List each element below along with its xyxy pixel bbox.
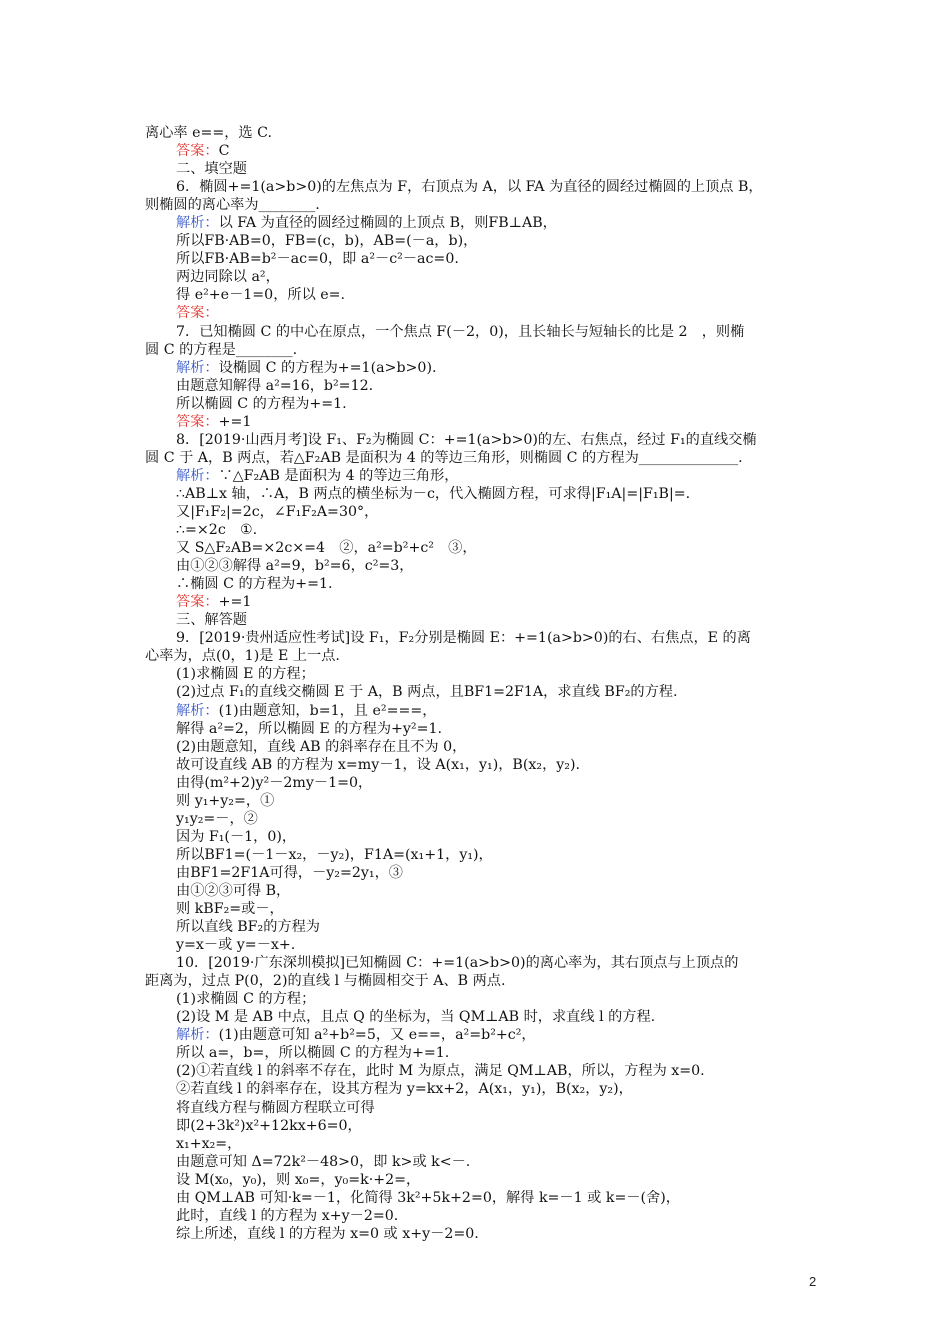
text-span: 综上所述，直线 l 的方程为 x=0 或 x+y－2=0. xyxy=(176,1225,479,1242)
analysis-label: 解析： xyxy=(176,702,219,719)
text-span: 所以直线 BF₂的方程为 xyxy=(176,919,320,936)
text-span: 6．椭圆+=1(a>b>0)的左焦点为 F，右顶点为 A，以 FA 为直径的圆经过椭圆的上顶点 B， xyxy=(176,179,763,196)
text-span: 所以BF1=(－1－x₂，－y₂)，F1A=(x₁+1，y₁)， xyxy=(176,846,493,863)
text-line xyxy=(145,629,810,647)
text-span: 由得(m²+2)y²－2my－1=0， xyxy=(176,774,373,791)
text-span: 将直线方程与椭圆方程联立可得 xyxy=(176,1099,375,1116)
text-span: 心率为，点(0，1)是 E 上一点. xyxy=(145,648,340,665)
document-body xyxy=(145,124,810,1243)
text-line xyxy=(145,1171,810,1189)
text-line xyxy=(145,1026,810,1044)
text-span: (1)求椭圆 E 的方程； xyxy=(176,666,315,683)
text-span: (1)由题意可知 a²+b²=5，又 e==，a²=b²+c²， xyxy=(218,1027,536,1044)
text-line xyxy=(145,323,810,341)
text-span: (2)由题意知，直线 AB 的斜率存在且不为 0， xyxy=(176,738,467,755)
text-span: 所以FB·AB=b²－ac=0，即 a²－c²－ac=0. xyxy=(176,251,459,268)
text-line xyxy=(145,792,810,810)
text-line xyxy=(145,557,810,575)
text-line xyxy=(145,972,810,990)
text-span: (2)过点 F₁的直线交椭圆 E 于 A，B 两点，且BF1=2F1A，求直线 BF₂的方程. xyxy=(176,684,678,701)
text-line xyxy=(145,178,810,196)
text-line xyxy=(145,647,810,665)
analysis-label: 解析： xyxy=(176,1027,219,1044)
text-span: ∵△F₂AB 是面积为 4 的等边三角形， xyxy=(218,467,459,484)
text-span: 由BF1=2F1A可得，－y₂=2y₁，③ xyxy=(176,864,403,881)
text-span: y=x－或 y=－x+. xyxy=(176,937,296,954)
text-line xyxy=(145,485,810,503)
text-span: ∴AB⊥x 轴，∴A，B 两点的横坐标为－c，代入椭圆方程，可求得|F₁A|=|F₁B|=. xyxy=(176,485,691,502)
text-line xyxy=(145,1099,810,1117)
text-line xyxy=(145,467,810,485)
text-line xyxy=(145,1189,810,1207)
text-span: (2)设 M 是 AB 中点，且点 Q 的坐标为，当 QM⊥AB 时，求直线 l 的方程. xyxy=(176,1009,656,1026)
text-line xyxy=(145,593,810,611)
text-line xyxy=(145,683,810,701)
answer-label: 答案： xyxy=(176,305,219,322)
text-line xyxy=(145,665,810,683)
text-line xyxy=(145,250,810,268)
text-span: 此时，直线 l 的方程为 x+y－2=0. xyxy=(176,1207,399,1224)
text-span: +=1 xyxy=(218,413,252,430)
text-line xyxy=(145,756,810,774)
text-span: 又 S△F₂AB=×2c×=4 ②，a²=b²+c² ③， xyxy=(176,540,477,557)
text-span: ∴=×2c ①. xyxy=(176,522,258,539)
text-span: 7．已知椭圆 C 的中心在原点，一个焦点 F(－2，0)，且长轴长与短轴长的比是 2 ，则椭 xyxy=(176,323,745,340)
text-span: 圆 C 的方程是________. xyxy=(145,341,298,358)
text-span: 由①②③可得 B， xyxy=(176,882,291,899)
text-span: 则 y₁+y₂=，① xyxy=(176,792,275,809)
answer-label: 答案： xyxy=(176,413,219,430)
text-span: 由题意知解得 a²=16，b²=12. xyxy=(176,377,374,394)
text-line xyxy=(145,214,810,232)
text-line xyxy=(145,828,810,846)
text-span: 以 FA 为直径的圆经过椭圆的上顶点 B，则FB⊥AB， xyxy=(218,215,557,232)
text-line xyxy=(145,232,810,250)
text-line xyxy=(145,413,810,431)
text-line xyxy=(145,990,810,1008)
text-span: 10．[2019·广东深圳模拟]已知椭圆 C：+=1(a>b>0)的离心率为，其右顶点与上顶点的 xyxy=(176,955,739,972)
text-line xyxy=(145,160,810,178)
text-span: 又|F₁F₂|=2c，∠F₁F₂A=30°， xyxy=(176,503,379,520)
text-line xyxy=(145,738,810,756)
text-line xyxy=(145,774,810,792)
text-line xyxy=(145,124,810,142)
text-line xyxy=(145,286,810,304)
text-line xyxy=(145,1080,810,1098)
text-line xyxy=(145,1225,810,1243)
answer-label: 答案： xyxy=(176,143,219,160)
text-line xyxy=(145,900,810,918)
text-line xyxy=(145,846,810,864)
text-line xyxy=(145,142,810,160)
text-span: 圆 C 于 A，B 两点，若△F₂AB 是面积为 4 的等边三角形，则椭圆 C 的方程为______________. xyxy=(145,449,743,466)
text-line xyxy=(145,431,810,449)
text-line xyxy=(145,341,810,359)
text-span: (2)①若直线 l 的斜率不存在，此时 M 为原点，满足 QM⊥AB，所以，方程为 x=0. xyxy=(176,1063,705,1080)
analysis-label: 解析： xyxy=(176,359,219,376)
answer-label: 答案： xyxy=(176,594,219,611)
text-span: 离心率 e==，选 C. xyxy=(145,125,272,141)
text-line xyxy=(145,1062,810,1080)
text-span: 由题意可知 Δ=72k²－48>0，即 k>或 k<－. xyxy=(176,1153,471,1170)
text-line xyxy=(145,1153,810,1171)
text-line xyxy=(145,196,810,214)
text-span: 由①②③解得 a²=9，b²=6，c²=3， xyxy=(176,558,414,575)
text-span: 两边同除以 a²， xyxy=(176,269,280,286)
text-span: C xyxy=(218,143,230,160)
page-number: 2 xyxy=(809,1274,817,1289)
text-line xyxy=(145,539,810,557)
text-span: 则椭圆的离心率为________. xyxy=(145,197,320,214)
text-span: (1)求椭圆 C 的方程； xyxy=(176,991,316,1008)
text-line xyxy=(145,1135,810,1153)
text-line xyxy=(145,720,810,738)
text-line xyxy=(145,864,810,882)
analysis-label: 解析： xyxy=(176,467,219,484)
text-span: 解得 a²=2，所以椭圆 E 的方程为+y²=1. xyxy=(176,720,443,737)
text-line xyxy=(145,702,810,720)
text-line xyxy=(145,304,810,322)
text-span: 得 e²+e－1=0，所以 e=. xyxy=(176,287,346,304)
text-span: 即(2+3k²)x²+12kx+6=0， xyxy=(176,1117,362,1134)
text-span: 因为 F₁(－1，0)， xyxy=(176,828,297,845)
text-span: 则 kBF₂=或－， xyxy=(176,901,284,918)
text-line xyxy=(145,521,810,539)
analysis-label: 解析： xyxy=(176,215,219,232)
text-line xyxy=(145,268,810,286)
text-span: 所以FB·AB=0，FB=(c，b)，AB=(－a，b)， xyxy=(176,233,478,250)
text-line xyxy=(145,1008,810,1026)
text-line xyxy=(145,1117,810,1135)
text-span: x₁+x₂=， xyxy=(176,1135,242,1152)
text-line xyxy=(145,611,810,629)
text-span: ②若直线 l 的斜率存在，设其方程为 y=kx+2，A(x₁，y₁)，B(x₂，y₂)， xyxy=(176,1081,633,1098)
text-span: ∴椭圆 C 的方程为+=1. xyxy=(176,576,333,593)
text-span: 由 QM⊥AB 可知·k=－1，化简得 3k²+5k+2=0，解得 k=－1 或 k=－(舍)， xyxy=(176,1189,680,1206)
text-span: 设椭圆 C 的方程为+=1(a>b>0). xyxy=(218,359,437,376)
text-span: (1)由题意知，b=1，且 e²===， xyxy=(218,702,437,719)
text-line xyxy=(145,954,810,972)
text-span: 设 M(x₀，y₀)，则 x₀=，y₀=k·+2=， xyxy=(176,1171,421,1188)
text-line xyxy=(145,449,810,467)
text-span: 距离为，过点 P(0，2)的直线 l 与椭圆相交于 A、B 两点. xyxy=(145,973,506,990)
text-span: 9．[2019·贵州适应性考试]设 F₁，F₂分别是椭圆 E：+=1(a>b>0)的右、右焦点，E 的离 xyxy=(176,630,751,647)
text-span: 三、解答题 xyxy=(176,612,247,629)
text-line xyxy=(145,1207,810,1225)
text-span: +=1 xyxy=(218,594,252,611)
text-line xyxy=(145,936,810,954)
text-span: 8．[2019·山西月考]设 F₁、F₂为椭圆 C：+=1(a>b>0)的左、右焦点，经过 F₁的直线交椭 xyxy=(176,431,757,448)
text-line xyxy=(145,918,810,936)
text-line xyxy=(145,377,810,395)
text-line xyxy=(145,575,810,593)
text-span: 故可设直线 AB 的方程为 x=my－1，设 A(x₁，y₁)，B(x₂，y₂). xyxy=(176,756,581,773)
text-line xyxy=(145,503,810,521)
text-line xyxy=(145,359,810,377)
text-span: 所以椭圆 C 的方程为+=1. xyxy=(176,395,347,412)
text-span: 所以 a=，b=，所以椭圆 C 的方程为+=1. xyxy=(176,1045,450,1062)
text-line xyxy=(145,395,810,413)
text-line xyxy=(145,1044,810,1062)
text-span: y₁y₂=－，② xyxy=(176,810,258,827)
text-line xyxy=(145,882,810,900)
text-line xyxy=(145,810,810,828)
text-span: 二、填空题 xyxy=(176,161,247,178)
